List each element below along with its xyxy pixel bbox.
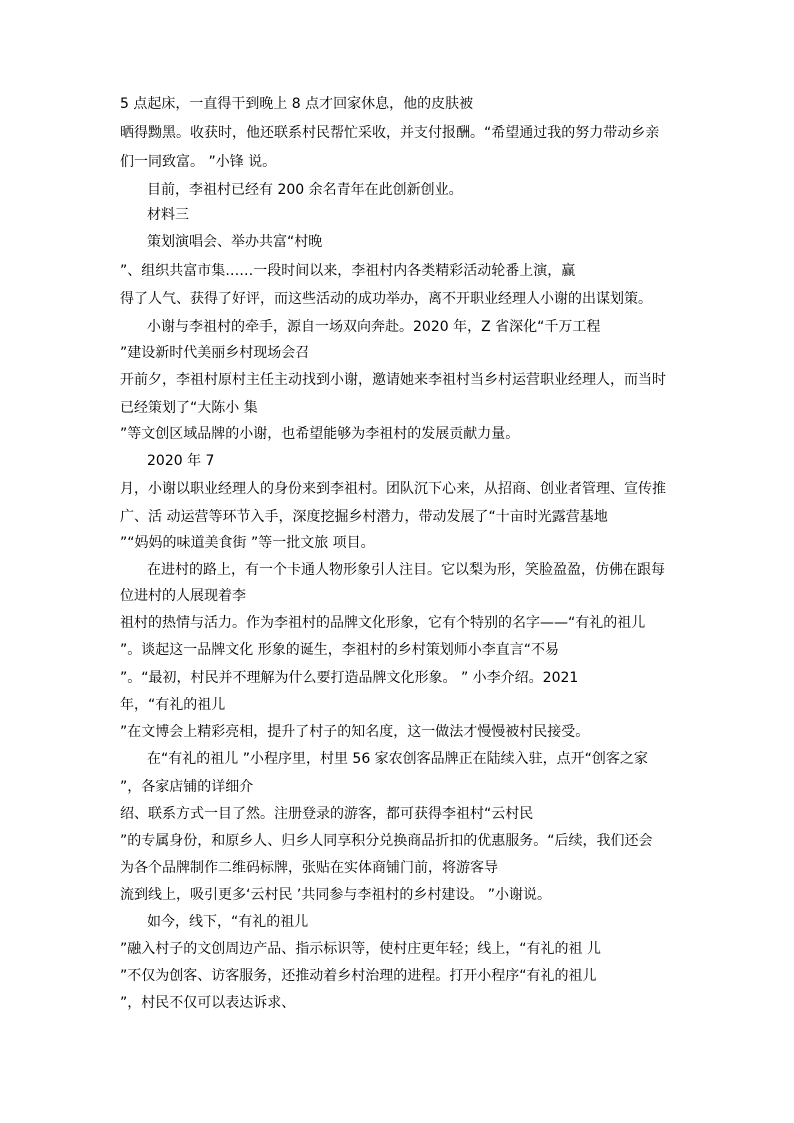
text-line: ”。“最初，村民并不理解为什么要打造品牌文化形象。 ” 小李介绍。2021: [120, 670, 579, 686]
text-line: 位进村的人展现着李: [120, 588, 246, 604]
text-line: ”等文创区域品牌的小谢，也希望能够为李祖村的发展贡献力量。: [120, 426, 520, 442]
text-line: ”融入村子的文创周边产品、指示标识等，使村庄更年轻；线上，“有礼的祖 儿: [120, 941, 601, 957]
text-line: 晒得黝黑。收获时，他还联系村民帮忙采收，并支付报酬。“希望通过我的努力带动乡亲: [120, 125, 660, 141]
text-line: 年，“有礼的祖儿: [120, 697, 226, 713]
text-line: 广、活 动运营等环节入手，深度挖掘乡村潜力，带动发展了“十亩时光露营基地: [120, 509, 608, 525]
paragraph-start-line: 目前，李祖村已经有 200 余名青年在此创新创业。: [147, 182, 463, 198]
text-line: ”的专属身份，和原乡人、归乡人同享积分兑换商品折扣的优惠服务。“后续，我们还会: [120, 833, 653, 849]
paragraph-start-line: 如今，线下，“有礼的祖儿: [147, 914, 309, 930]
text-line: ”、组织共富市集……一段时间以来，李祖村内各类精彩活动轮番上演，赢: [120, 263, 576, 279]
text-line: 月，小谢以职业经理人的身份来到李祖村。团队沉下心来，从招商、创业者管理、宣传推: [120, 481, 666, 497]
section-heading: 材料三: [147, 207, 189, 223]
text-line: 开前夕，李祖村原村主任主动找到小谢，邀请她来李祖村当乡村运营职业经理人，而当时: [120, 372, 666, 388]
text-line: ”在文博会上精彩亮相，提升了村子的知名度，这一做法才慢慢被村民接受。: [120, 724, 590, 740]
text-line: 流到线上，吸引更多‘云村民 ’共同参与李祖村的乡村建设。 ”小谢说。: [120, 887, 552, 903]
paragraph-start-line: 策划演唱会、举办共富“村晚: [147, 234, 323, 250]
text-line: 已经策划了“大陈小 集: [120, 400, 258, 416]
text-line: ”，村民不仅可以表达诉求、: [120, 995, 296, 1011]
text-line: 得了人气、获得了好评，而这些活动的成功举办，离不开职业经理人小谢的出谋划策。: [120, 291, 652, 307]
text-line: ”。谈起这一品牌文化 形象的诞生，李祖村的乡村策划师小李直言“不易: [120, 642, 559, 658]
text-line: ”建设新时代美丽乡村现场会召: [120, 345, 310, 361]
text-line: ”不仅为创客、访客服务，还推动着乡村治理的进程。打开小程序“有礼的祖儿: [120, 968, 597, 984]
paragraph-start-line: 2020 年 7: [147, 453, 215, 469]
text-line: 5 点起床，一直得干到晚上 8 点才回家休息，他的皮肤被: [120, 96, 474, 112]
text-line: 为各个品牌制作二维码标牌，张贴在实体商铺门前，将游客导: [120, 860, 498, 876]
paragraph-start-line: 小谢与李祖村的牵手，源自一场双向奔赴。2020 年，Z 省深化“千万工程: [147, 319, 601, 335]
text-line: ”，各家店铺的详细介: [120, 779, 254, 795]
paragraph-start-line: 在“有礼的祖儿 ”小程序里，村里 56 家农创客品牌正在陆续入驻，点开“创客之家: [147, 751, 648, 767]
text-line: ”“妈妈的味道美食街 ”等一批文旅 项目。: [120, 535, 375, 551]
text-line: 绍、联系方式一目了然。注册登录的游客，都可获得李祖村“云村民: [120, 806, 534, 822]
text-line: 祖村的热情与活力。作为李祖村的品牌文化形象，它有个特别的名字——“有礼的祖儿: [120, 615, 646, 631]
paragraph-start-line: 在进村的路上，有一个卡通人物形象引人注目。它以梨为形，笑脸盈盈，仿佛在跟每: [147, 562, 665, 578]
text-line: 们一同致富。 ”小锋 说。: [120, 154, 277, 170]
